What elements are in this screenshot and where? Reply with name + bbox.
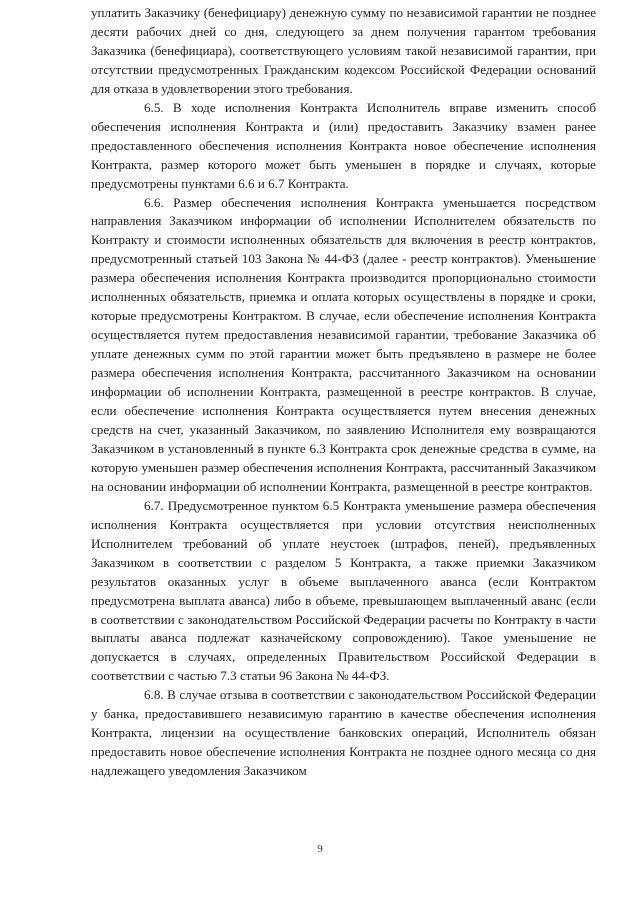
paragraph-6-8: 6.8. В случае отзыва в соответствии с законодательством Российской Федерации у банка, предоставившего независимую гарантию в качестве обеспечения исполнения Контракта, лицензии на осуществление банковских операций, Исполнитель обязан предоставить новое обеспечение исполнения Контракта не позднее одного месяца со дня надлежащего уведомления Заказчиком: [91, 687, 596, 779]
paragraph-6-7: 6.7. Предусмотренное пунктом 6.5 Контракта уменьшение размера обеспечения исполнения Контракта осуществляется при условии отсутствия неисполненных Исполнителем требований об уплате неустоек (штрафов, пеней), предъявленных Заказчиком в соответствии с разделом 5 Контракта, а также приемки Заказчиком результатов оказанных услуг в объеме выплаченного аванса (если Контрактом предусмотрена выплата аванса) либо в объеме, превышающем выплаченный аванс (если в соответствии с законодательством Российской Федерации расчеты по Контракту в части выплаты аванса подлежат казначейскому сопровождению). Такое уменьшение не допускается в случаях, определенных Правительством Российской Федерации в соответствии с частью 7.3 статьи 96 Закона № 44-ФЗ.: [91, 497, 596, 684]
document-body: [91, 4, 596, 781]
page-number: 9: [317, 843, 323, 855]
paragraph-continuation: уплатить Заказчику (бенефициару) денежную сумму по независимой гарантии не позднее десяти рабочих дней со дня, следующего за днем получения гарантом требования Заказчика (бенефициара), соответствующего условиям такой независимой гарантии, при отсутствии предусмотренных Гражданским кодексом Российской Федерации оснований для отказа в удовлетворении этого требования.: [91, 5, 596, 96]
paragraph-6-5: 6.5. В ходе исполнения Контракта Исполнитель вправе изменить способ обеспечения исполнения Контракта и (или) предоставить Заказчику взамен ранее предоставленного обеспечения исполнения Контракта новое обеспечение исполнения Контракта, размер которого может быть уменьшен в порядке и случаях, которые предусмотрены пунктами 6.6 и 6.7 Контракта.: [91, 99, 596, 191]
paragraph-6-6: 6.6. Размер обеспечения исполнения Контракта уменьшается посредством направления Заказчиком информации об исполнении Исполнителем обязательств по Контракту и стоимости исполненных обязательств для включения в реестр контрактов, предусмотренный статьей 103 Закона № 44-ФЗ (далее - реестр контрактов). Уменьшение размера обеспечения исполнения Контракта производится пропорционально стоимости исполненных обязательств, приемка и оплата которых осуществлены в порядке и сроки, которые предусмотрены Контрактом. В случае, если обеспечение исполнения Контракта осуществляется путем предоставления независимой гарантии, требование Заказчика об уплате денежных сумм по этой гарантии может быть предъявлено в размере не более размера обеспечения исполнения Контракта, рассчитанного Заказчиком на основании информации об исполнении Контракта, размещенной в реестре контрактов. В случае, если обеспечение исполнения Контракта осуществляется путем внесения денежных средств на счет, указанный Заказчиком, по заявлению Исполнителя ему возвращаются Заказчиком в установленный в пункте 6.3 Контракта срок денежные средства в сумме, на которую уменьшен размер обеспечения исполнения Контракта, рассчитанный Заказчиком на основании информации об исполнении Контракта, размещенной в реестре контрактов.: [91, 194, 596, 494]
